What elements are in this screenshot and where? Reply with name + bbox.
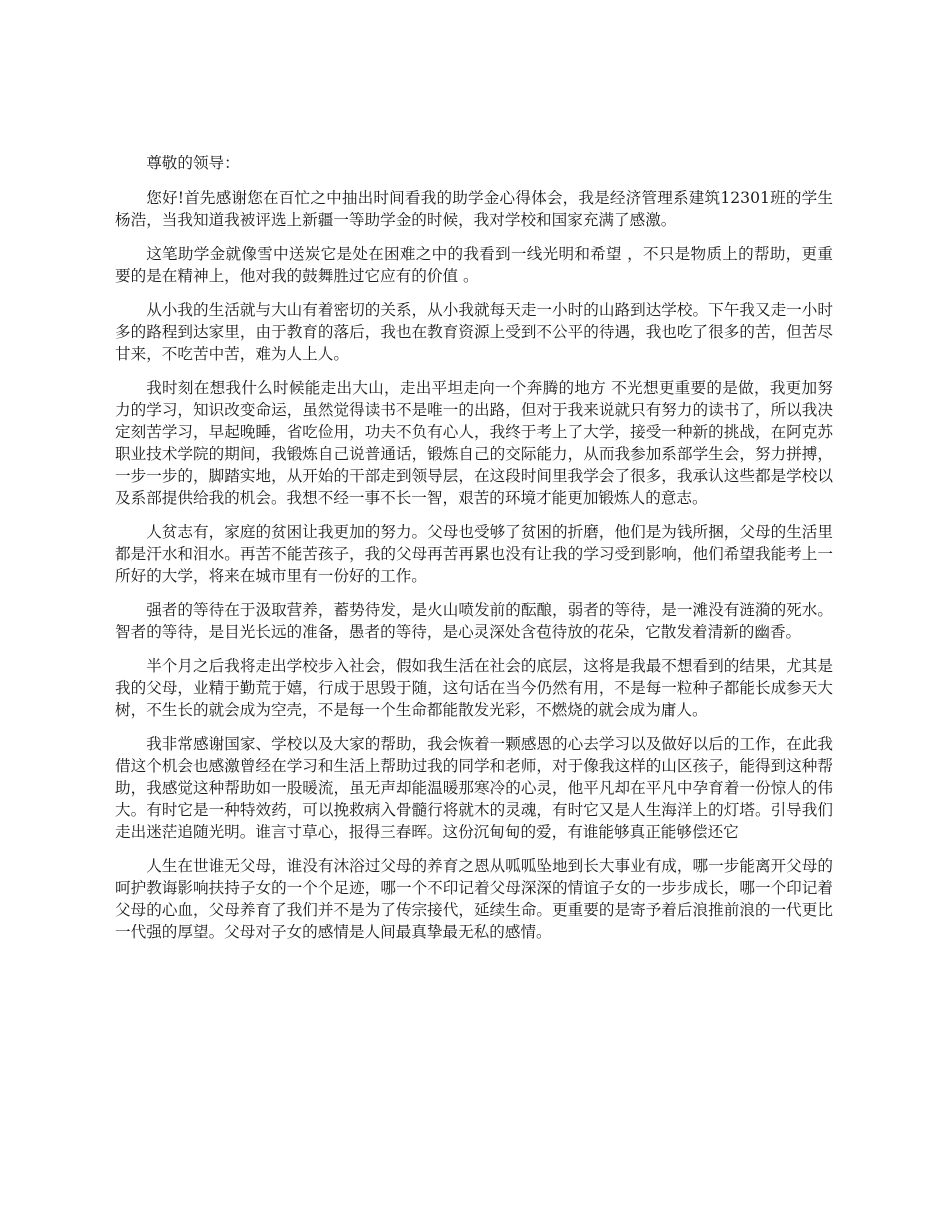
- paragraph-1: 您好!首先感谢您在百忙之中抽出时间看我的助学金心得体会，我是经济管理系建筑12301班的学生杨浩，当我知道我被评选上新疆一等助学金的时候，我对学校和国家充满了感激。: [115, 189, 833, 229]
- paragraph-2: 这笔助学金就像雪中送炭它是处在困难之中的我看到一线光明和希望 ，不只是物质上的帮助，更重要的是在精神上，他对我的鼓舞胜过它应有的价值 。: [115, 245, 833, 285]
- salutation: 尊敬的领导：: [146, 154, 240, 172]
- letter-body: [115, 152, 833, 955]
- paragraph-7: 半个月之后我将走出学校步入社会，假如我生活在社会的底层，这将是我最不想看到的结果，尤其是我的父母，业精于勤荒于嬉，行成于思毁于随，这句话在当今仍然有用，不是每一粒种子都能长成参天大树，不生长的就会成为空壳，不是每一个生命都能散发光彩，不燃烧的就会成为庸人。: [115, 657, 833, 719]
- paragraph-9: 人生在世谁无父母，谁没有沐浴过父母的养育之恩从呱呱坠地到长大事业有成，哪一步能离开父母的呵护教诲影响扶持子女的一个个足迹，哪一个不印记着父母深深的情谊子女的一步步成长，哪一个印记着父母的心血，父母养育了我们并不是为了传宗接代，延续生命。更重要的是寄予着后浪推前浪的一代更比一代强的厚望。父母对子女的感情是人间最真挚最无私的感情。: [115, 857, 833, 941]
- paragraph-5: 人贫志有，家庭的贫困让我更加的努力。父母也受够了贫困的折磨，他们是为钱所捆，父母的生活里都是汗水和泪水。再苦不能苦孩子，我的父母再苦再累也没有让我的学习受到影响，他们希望我能考上一所好的大学，将来在城市里有一份好的工作。: [115, 523, 833, 585]
- paragraph-6: 强者的等待在于汲取营养，蓄势待发，是火山喷发前的酝酿，弱者的等待，是一滩没有涟漪的死水。智者的等待，是目光长远的准备，愚者的等待，是心灵深处含苞待放的花朵，它散发着清新的幽香。: [115, 601, 833, 641]
- paragraph-8: 我非常感谢国家、学校以及大家的帮助，我会恢着一颗感恩的心去学习以及做好以后的工作，在此我借这个机会也感激曾经在学习和生活上帮助过我的同学和老师，对于像我这样的山区孩子，能得到这种帮助，我感觉这种帮助如一股暖流，虽无声却能温暖那寒冷的心灵，他平凡却在平凡中孕育着一份惊人的伟大。有时它是一种特效药，可以挽救病入骨髓行将就木的灵魂，有时它又是人生海洋上的灯塔。引导我们走出迷茫追随光明。谁言寸草心，报得三春晖。这份沉甸甸的爱，有谁能够真正能够偿还它: [115, 735, 833, 841]
- paragraph-3: 从小我的生活就与大山有着密切的关系，从小我就每天走一小时的山路到达学校。下午我又走一小时多的路程到达家里，由于教育的落后，我也在教育资源上受到不公平的待遇，我也吃了很多的苦，但苦尽甘来，不吃苦中苦，难为人上人。: [115, 301, 833, 363]
- paragraph-4: 我时刻在想我什么时候能走出大山，走出平坦走向一个奔腾的地方 不光想更重要的是做，我更加努力的学习，知识改变命运，虽然觉得读书不是唯一的出路，但对于我来说就只有努力的读书了，所以我决定刻苦学习，早起晚睡，省吃俭用，功夫不负有心人，我终于考上了大学，接受一种新的挑战，在阿克苏职业技术学院的期间，我锻炼自己说普通话，锻炼自己的交际能力，从而我参加系部学生会，努力拼搏，一步一步的，脚踏实地，从开始的干部走到领导层，在这段时间里我学会了很多，我承认这些都是学校以及系部提供给我的机会。我想不经一事不长一智，艰苦的环境才能更加锻炼人的意志。: [115, 379, 833, 507]
